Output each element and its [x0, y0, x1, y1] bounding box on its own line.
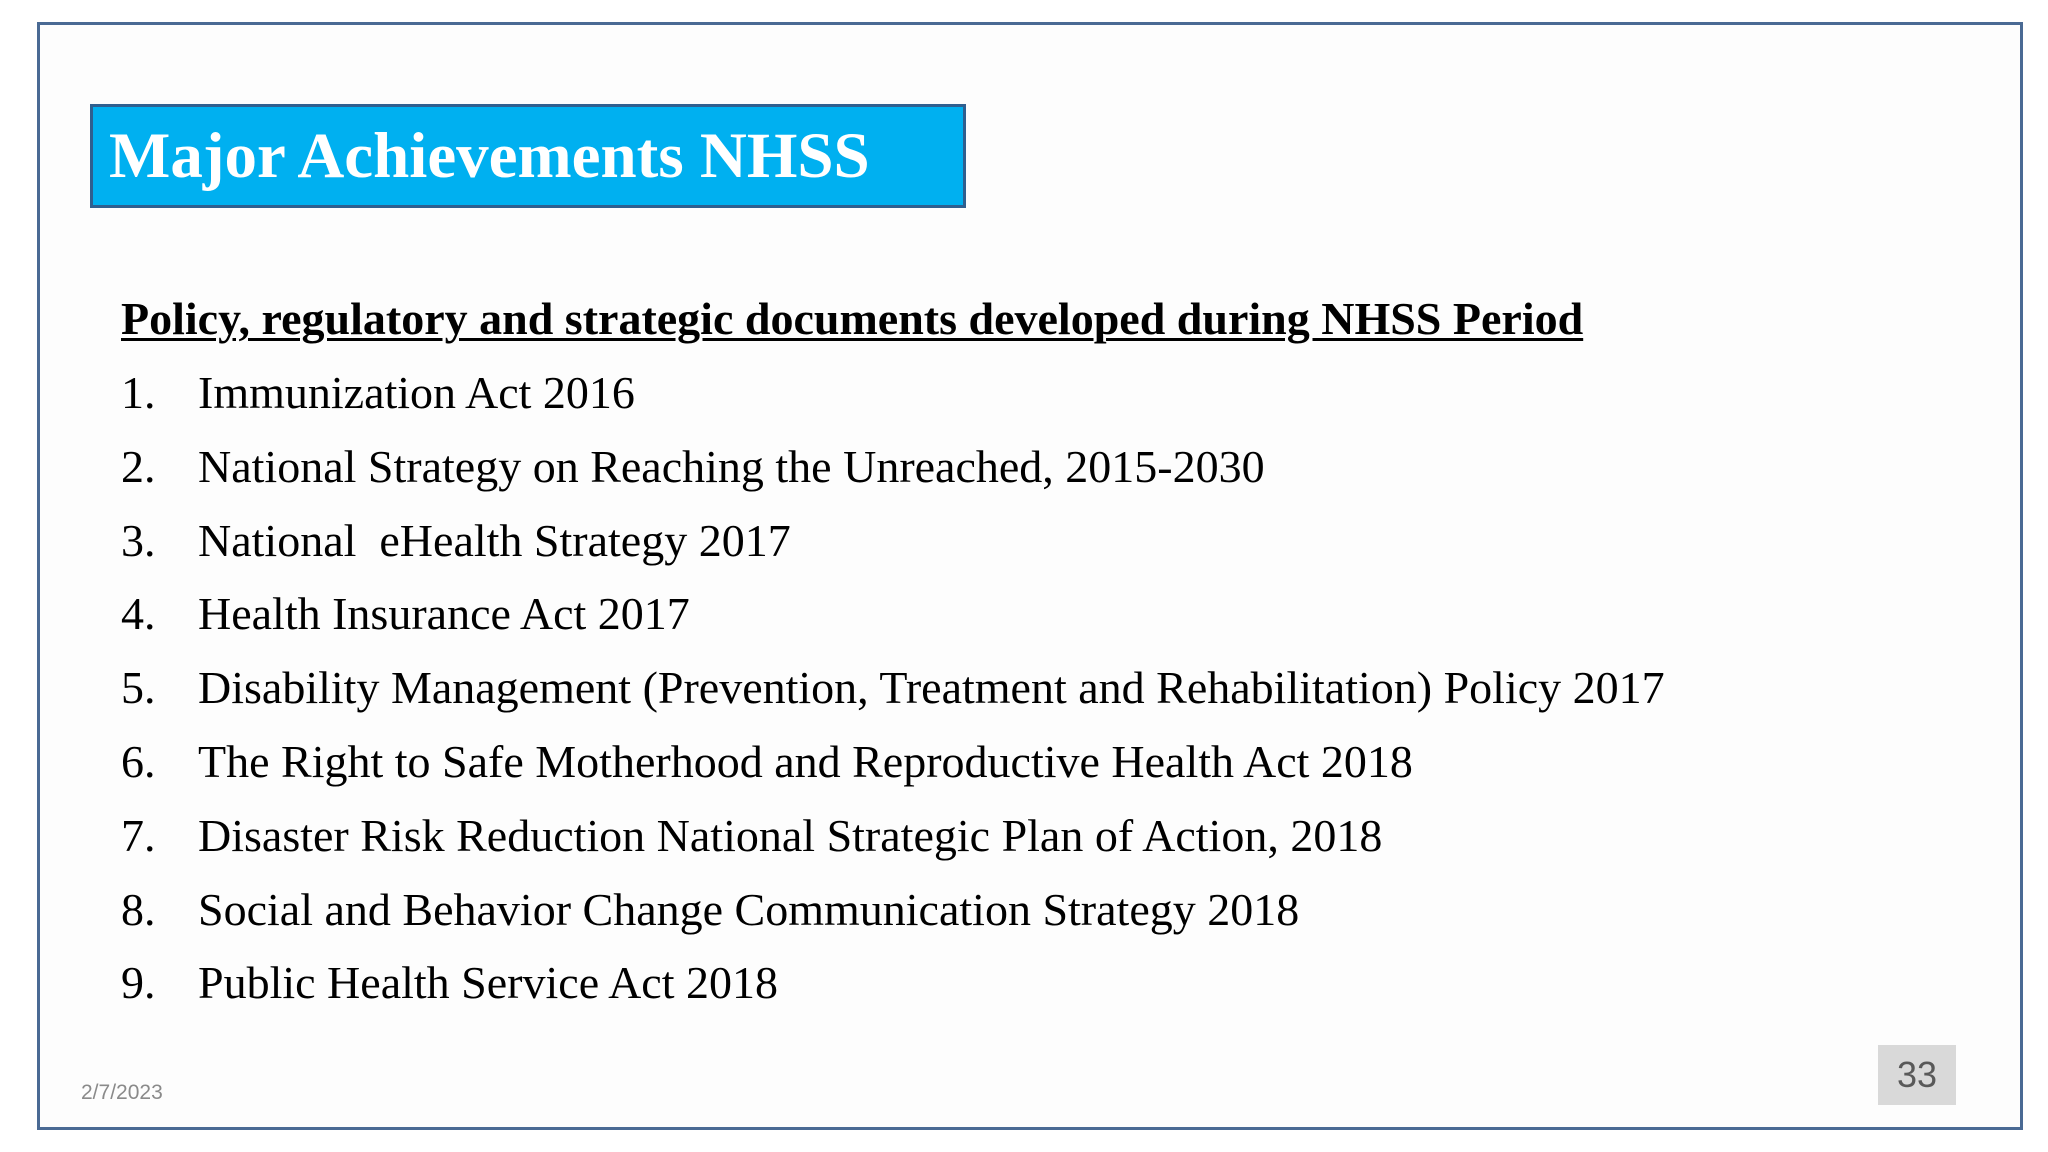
list-item-text: The Right to Safe Motherhood and Reproductive Health Act 2018 [198, 735, 1413, 787]
list-item-text: National Strategy on Reaching the Unreached, 2015-2030 [198, 440, 1265, 492]
list-item-text: National eHealth Strategy 2017 [198, 514, 791, 566]
list-item-text: Social and Behavior Change Communication Strategy 2018 [198, 883, 1300, 935]
list-item-number: 2. [121, 440, 156, 492]
slide-title: Major Achievements NHSS [109, 119, 870, 192]
section-subheading: Policy, regulatory and strategic documents developed during NHSS Period [121, 293, 1584, 344]
list-item-number: 3. [121, 514, 156, 566]
list-item-number: 8. [121, 883, 156, 935]
list-item [121, 873, 2001, 947]
document-list [121, 356, 2001, 1020]
list-item-number: 9. [121, 957, 156, 1009]
list-item-number: 1. [121, 367, 156, 418]
page-number: 33 [1896, 1054, 1938, 1095]
list-item-text: Health Insurance Act 2017 [198, 588, 690, 640]
slide-date: 2/7/2023 [81, 1081, 163, 1104]
slide-frame [37, 22, 2023, 1130]
list-item [121, 651, 2001, 725]
list-item-number: 5. [121, 662, 156, 714]
list-item-number: 6. [121, 735, 156, 787]
slide-content [121, 282, 2001, 1020]
title-banner [90, 104, 966, 208]
list-item-number: 7. [121, 809, 156, 861]
list-item [121, 356, 2001, 430]
list-item-text: Disaster Risk Reduction National Strategic Plan of Action, 2018 [198, 809, 1383, 861]
list-item [121, 946, 2001, 1020]
page-number-badge [1878, 1045, 1956, 1105]
list-item [121, 430, 2001, 504]
list-item-text: Disability Management (Prevention, Treatment and Rehabilitation) Policy 2017 [198, 662, 1665, 714]
list-item-text: Public Health Service Act 2018 [198, 957, 778, 1009]
list-item-text: Immunization Act 2016 [198, 367, 635, 418]
list-item [121, 725, 2001, 799]
list-item [121, 799, 2001, 873]
list-item-number: 4. [121, 588, 156, 640]
list-item [121, 577, 2001, 651]
list-item [121, 504, 2001, 578]
